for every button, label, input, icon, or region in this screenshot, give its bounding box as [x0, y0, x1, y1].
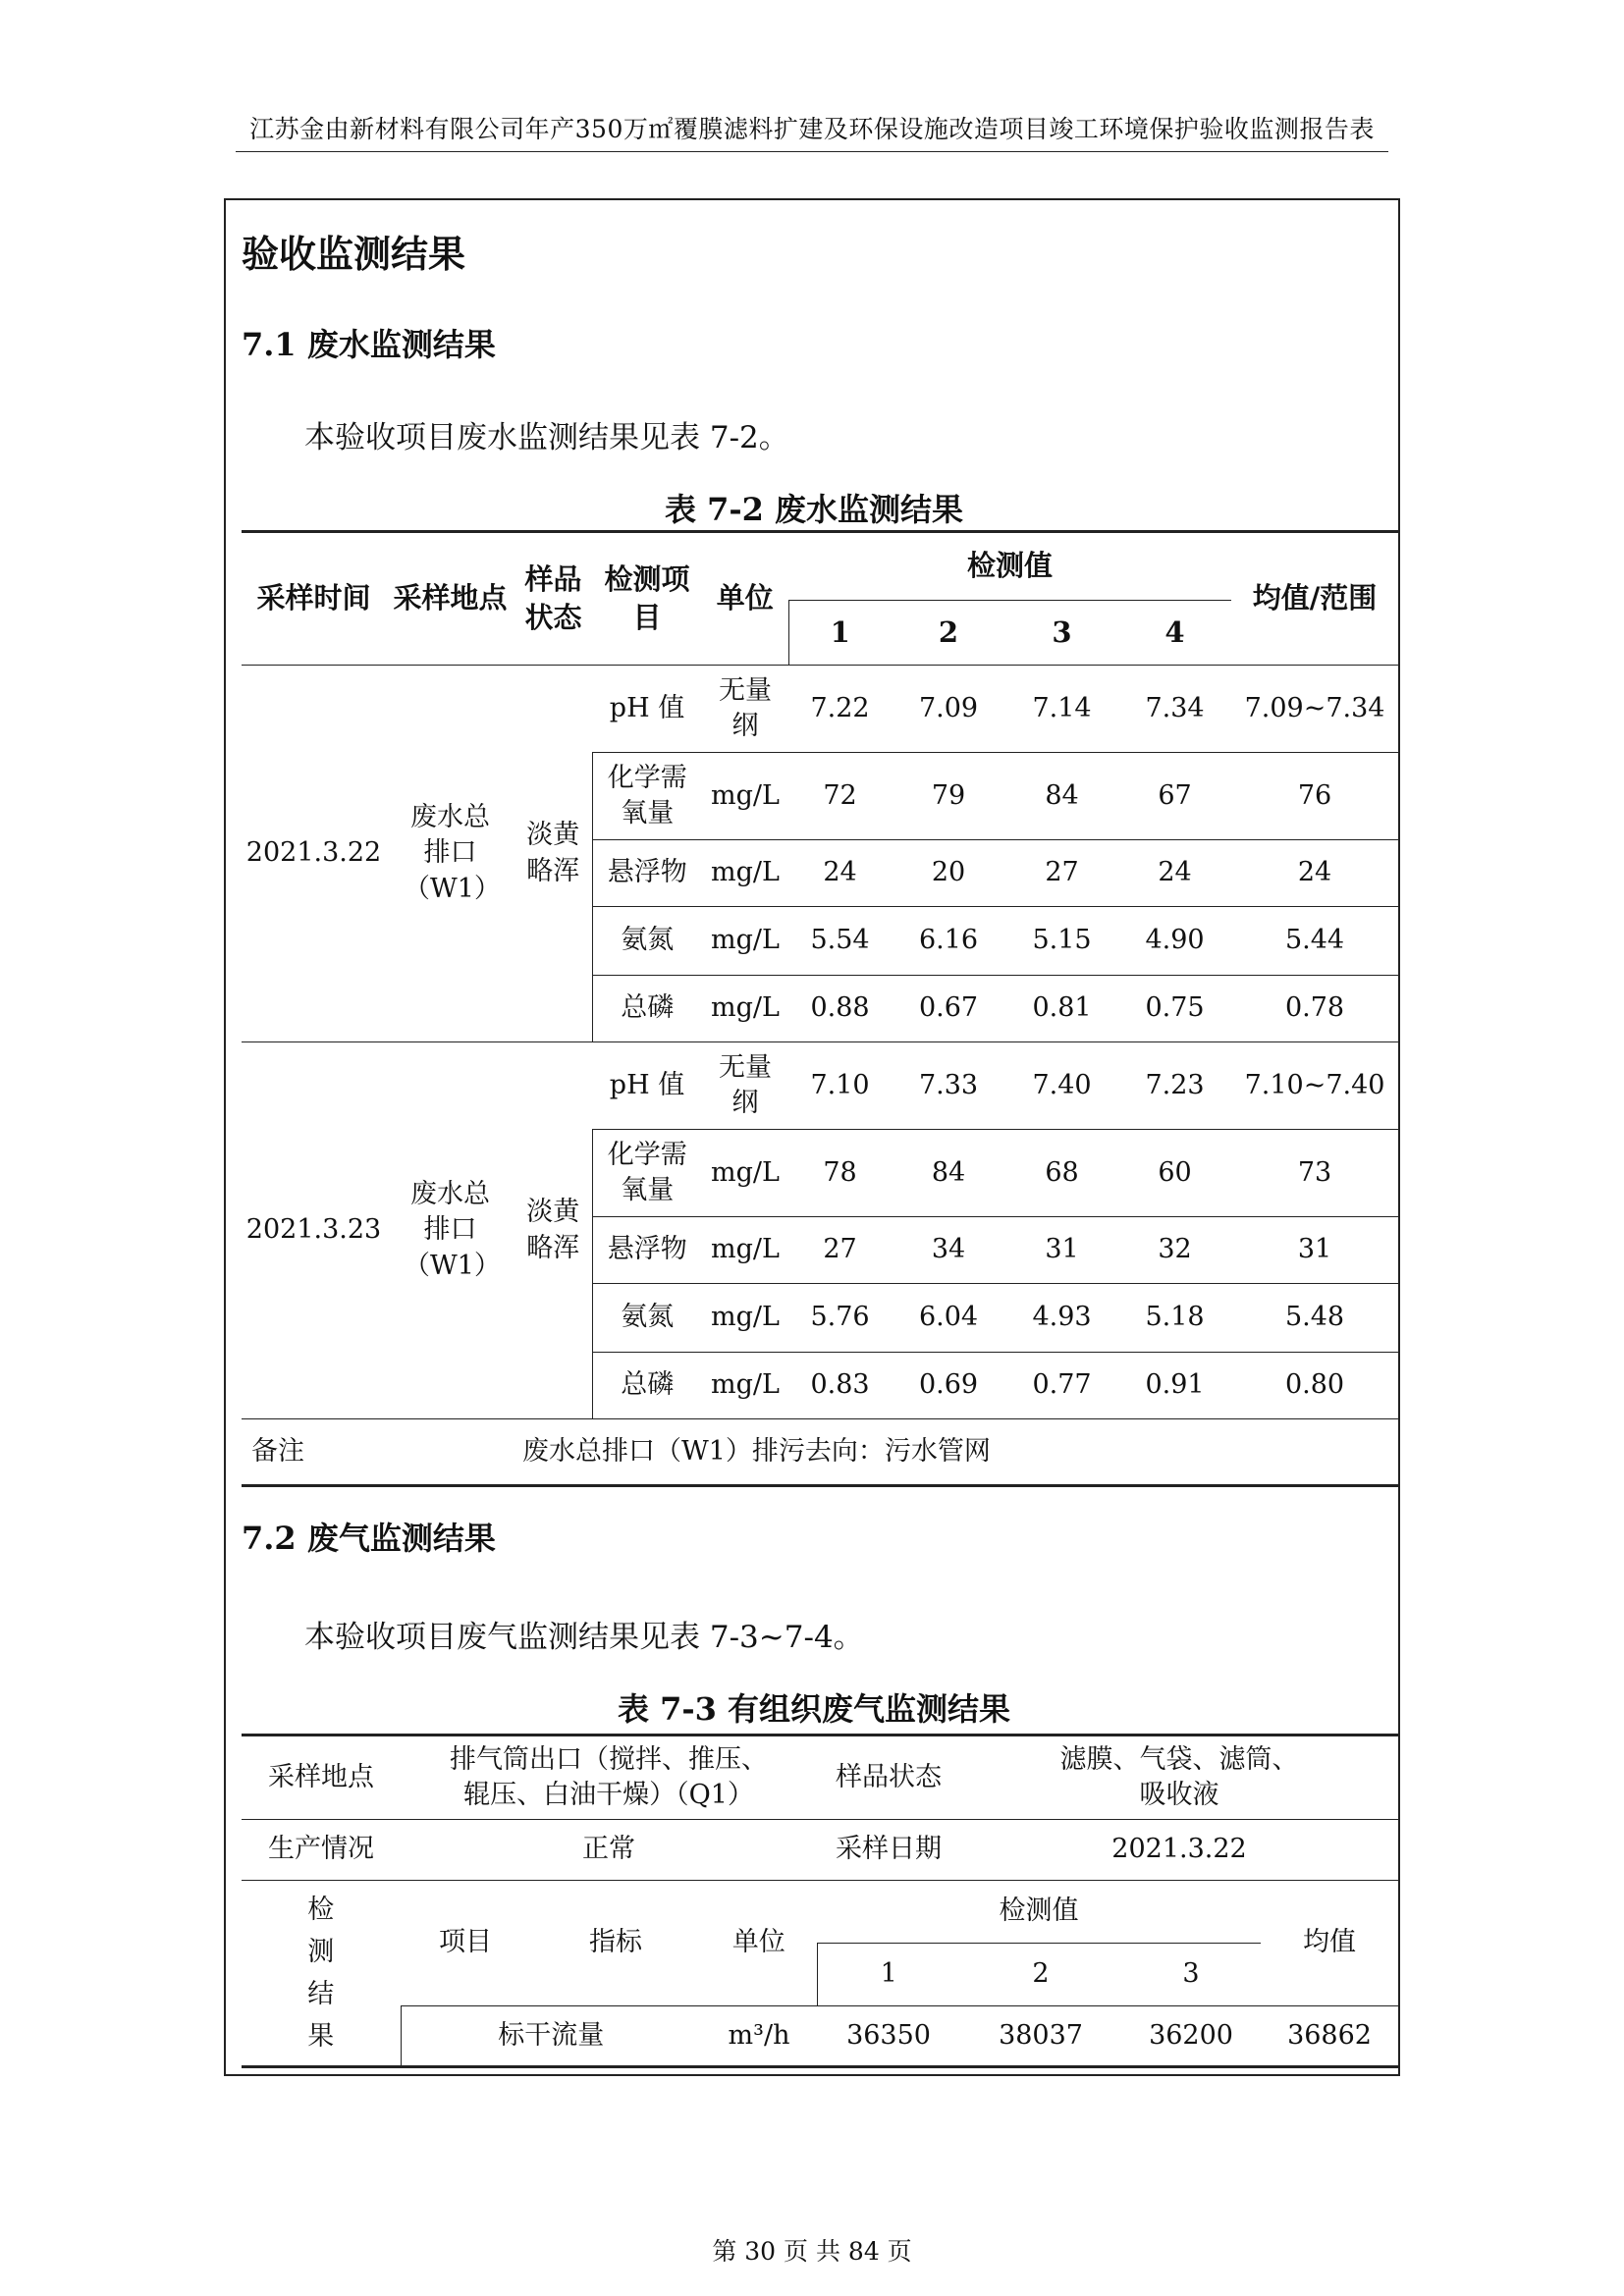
value-cell: 27: [1005, 840, 1118, 907]
table-7-2-caption: 表 7-2 废水监测结果: [664, 491, 964, 528]
value-cell: 60: [1118, 1130, 1231, 1217]
value-cell: 34: [892, 1217, 1005, 1284]
value-cell: 7.23: [1118, 1042, 1231, 1130]
value-cell: 0.69: [892, 1353, 1005, 1419]
page-header: 江苏金由新材料有限公司年产350万㎡覆膜滤料扩建及环保设施改造项目竣工环境保护验收监测报告表: [236, 110, 1388, 152]
sampling-location: 废水总排口（W1）: [386, 666, 514, 1042]
value-cell: 78: [788, 1130, 892, 1217]
value-cell: 5.18: [1118, 1284, 1231, 1353]
unit: 无量纲: [702, 1042, 788, 1130]
exhaust-intro: 本验收项目废气监测结果见表 7-3~7-4。: [304, 1620, 864, 1655]
test-item: 化学需氧量: [592, 753, 702, 840]
wastewater-heading: 7.1 废水监测结果: [242, 326, 496, 363]
col-unit: 单位: [701, 1881, 817, 2006]
value-cell: 7.09: [892, 666, 1005, 753]
unit: mg/L: [702, 840, 788, 907]
production-label: 生产情况: [242, 1820, 401, 1881]
table-row: [242, 2006, 1398, 2067]
wastewater-table: [242, 530, 1398, 1487]
table-7-3-caption: 表 7-3 有组织废气监测结果: [617, 1690, 1011, 1728]
value-cell: 36350: [817, 2006, 960, 2067]
mean-cell: 76: [1231, 753, 1398, 840]
col-index: 指标: [530, 1881, 701, 2006]
col-item: 项目: [401, 1881, 530, 2006]
production-value: 正常: [401, 1820, 817, 1881]
unit: mg/L: [702, 753, 788, 840]
date-value: 2021.3.22: [960, 1820, 1398, 1881]
test-item: 氨氮: [592, 907, 702, 976]
test-item: 氨氮: [592, 1284, 702, 1353]
value-cell: 7.10: [788, 1042, 892, 1130]
unit: mg/L: [702, 907, 788, 976]
col-value-1: 1: [817, 1944, 960, 2006]
unit: mg/L: [702, 1217, 788, 1284]
col-mean: 均值: [1261, 1881, 1398, 2006]
mean-cell: 7.10~7.40: [1231, 1042, 1398, 1130]
notes-text: 废水总排口（W1）排污去向：污水管网: [514, 1419, 1398, 1486]
value-cell: 0.81: [1005, 976, 1118, 1042]
value-cell: 7.40: [1005, 1042, 1118, 1130]
unit: 无量纲: [702, 666, 788, 753]
test-item: 悬浮物: [592, 1217, 702, 1284]
test-item: 悬浮物: [592, 840, 702, 907]
test-item: pH 值: [592, 666, 702, 753]
unit: mg/L: [702, 976, 788, 1042]
col-value-1: 1: [788, 601, 892, 666]
test-item: 总磷: [592, 976, 702, 1042]
col-value-3: 3: [1121, 1944, 1261, 2006]
value-cell: 20: [892, 840, 1005, 907]
result-label: 检测结果: [242, 1881, 401, 2067]
value-cell: 84: [892, 1130, 1005, 1217]
sampling-date: 2021.3.22: [242, 666, 386, 1042]
value-cell: 7.14: [1005, 666, 1118, 753]
mean-cell: 0.78: [1231, 976, 1398, 1042]
exhaust-table: [242, 1734, 1398, 2068]
value-cell: 0.75: [1118, 976, 1231, 1042]
value-cell: 32: [1118, 1217, 1231, 1284]
table-row: [242, 1419, 1398, 1486]
value-cell: 31: [1005, 1217, 1118, 1284]
col-sampling-location: 采样地点: [386, 532, 514, 666]
value-cell: 0.83: [788, 1353, 892, 1419]
value-cell: 68: [1005, 1130, 1118, 1217]
site-label: 采样地点: [242, 1735, 401, 1820]
date-label: 采样日期: [817, 1820, 960, 1881]
test-item: 标干流量: [401, 2006, 701, 2067]
value-cell: 24: [1118, 840, 1231, 907]
col-value-3: 3: [1005, 601, 1118, 666]
test-item: 化学需氧量: [592, 1130, 702, 1217]
value-cell: 5.15: [1005, 907, 1118, 976]
mean-cell: 73: [1231, 1130, 1398, 1217]
notes-label: 备注: [242, 1419, 514, 1486]
section-title: 验收监测结果: [242, 232, 466, 276]
value-cell: 6.16: [892, 907, 1005, 976]
value-cell: 7.22: [788, 666, 892, 753]
mean-cell: 31: [1231, 1217, 1398, 1284]
col-test-item: 检测项目: [592, 532, 702, 666]
col-test-values: 检测值: [788, 532, 1231, 601]
unit: m³/h: [701, 2006, 817, 2067]
value-cell: 0.88: [788, 976, 892, 1042]
unit: mg/L: [702, 1284, 788, 1353]
sample-state: 淡黄略浑: [514, 666, 592, 1042]
mean-cell: 5.44: [1231, 907, 1398, 976]
sampling-location: 废水总排口（W1）: [386, 1042, 514, 1419]
value-cell: 4.90: [1118, 907, 1231, 976]
sampling-date: 2021.3.23: [242, 1042, 386, 1419]
value-cell: 5.76: [788, 1284, 892, 1353]
value-cell: 72: [788, 753, 892, 840]
value-cell: 84: [1005, 753, 1118, 840]
value-cell: 0.91: [1118, 1353, 1231, 1419]
state-label: 样品状态: [817, 1735, 960, 1820]
value-cell: 27: [788, 1217, 892, 1284]
mean-cell: 36862: [1261, 2006, 1398, 2067]
value-cell: 6.04: [892, 1284, 1005, 1353]
mean-cell: 7.09~7.34: [1231, 666, 1398, 753]
value-cell: 7.33: [892, 1042, 1005, 1130]
page-footer: 第 30 页 共 84 页: [712, 2237, 912, 2266]
value-cell: 67: [1118, 753, 1231, 840]
col-mean-range: 均值/范围: [1231, 532, 1398, 666]
sample-state: 淡黄略浑: [514, 1042, 592, 1419]
unit: mg/L: [702, 1353, 788, 1419]
value-cell: 4.93: [1005, 1284, 1118, 1353]
col-value-4: 4: [1118, 601, 1231, 666]
col-sampling-time: 采样时间: [242, 532, 386, 666]
col-unit: 单位: [702, 532, 788, 666]
col-sample-state: 样品状态: [514, 532, 592, 666]
table-row: [242, 666, 1398, 753]
value-cell: 0.67: [892, 976, 1005, 1042]
value-cell: 5.54: [788, 907, 892, 976]
value-cell: 0.77: [1005, 1353, 1118, 1419]
wastewater-intro: 本验收项目废水监测结果见表 7-2。: [304, 420, 789, 455]
value-cell: 7.34: [1118, 666, 1231, 753]
table-row: [242, 1042, 1398, 1130]
mean-cell: 24: [1231, 840, 1398, 907]
value-cell: 24: [788, 840, 892, 907]
state-value: 滤膜、气袋、滤筒、吸收液: [960, 1735, 1398, 1820]
value-cell: 38037: [960, 2006, 1121, 2067]
col-values: 检测值: [817, 1881, 1261, 1944]
col-value-2: 2: [892, 601, 1005, 666]
mean-cell: 5.48: [1231, 1284, 1398, 1353]
value-cell: 79: [892, 753, 1005, 840]
exhaust-heading: 7.2 废气监测结果: [242, 1520, 496, 1557]
mean-cell: 0.80: [1231, 1353, 1398, 1419]
col-value-2: 2: [960, 1944, 1121, 2006]
test-item: 总磷: [592, 1353, 702, 1419]
report-frame: [224, 198, 1400, 2076]
value-cell: 36200: [1121, 2006, 1261, 2067]
test-item: pH 值: [592, 1042, 702, 1130]
site-value: 排气筒出口（搅拌、推压、辊压、白油干燥）（Q1）: [401, 1735, 817, 1820]
unit: mg/L: [702, 1130, 788, 1217]
